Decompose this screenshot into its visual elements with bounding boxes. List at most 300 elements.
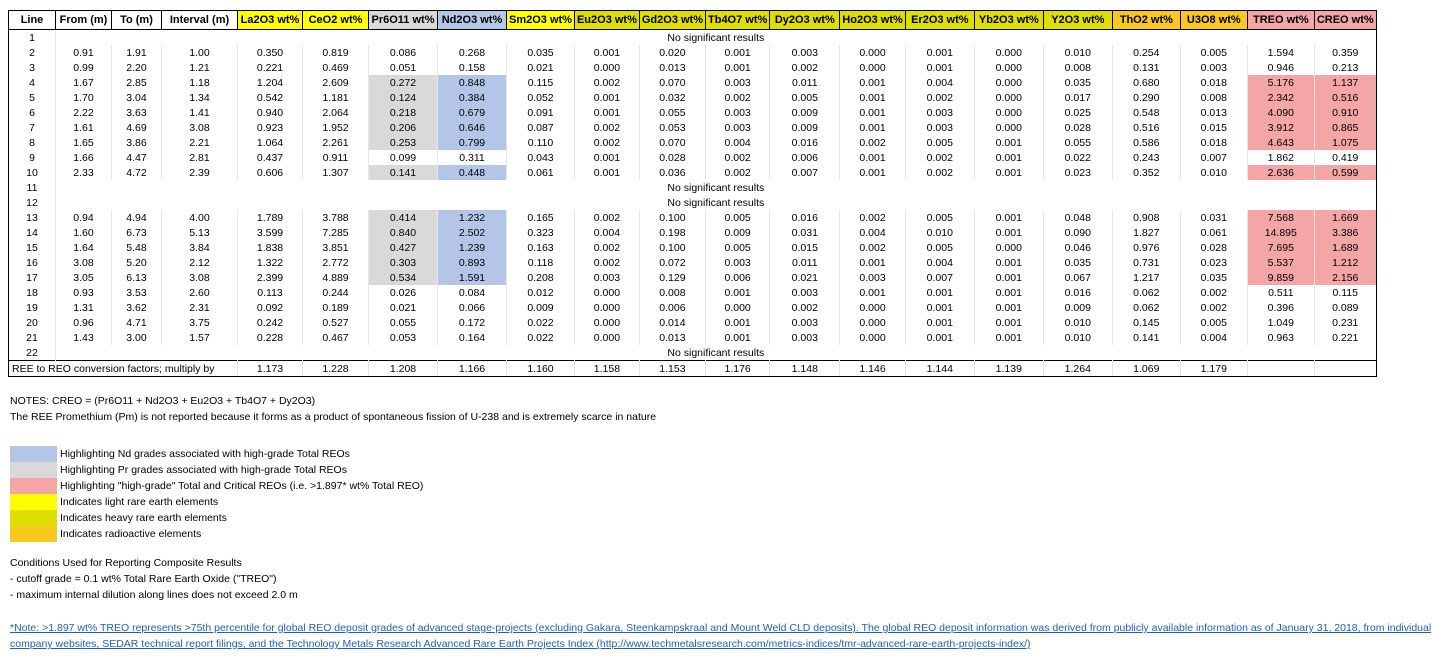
value-cell: 0.001 (706, 45, 770, 60)
table-row (9, 150, 1377, 165)
value-cell: 2.22 (56, 105, 112, 120)
value-cell: 0.046 (1043, 240, 1112, 255)
value-cell: 0.061 (507, 165, 575, 180)
value-cell: 1.669 (1314, 210, 1376, 225)
value-cell: 0.021 (507, 60, 575, 75)
value-cell: 0.001 (840, 105, 906, 120)
promethium-note: The REE Promethium (Pm) is not reported because it forms as a product of spontaneous fission of U-238 and is extremely scarce in nature (10, 411, 657, 423)
value-cell: 0.002 (706, 90, 770, 105)
column-header: Dy2O3 wt% (770, 11, 840, 30)
value-cell: 3.08 (162, 270, 238, 285)
value-cell: 0.000 (974, 90, 1043, 105)
column-header: CREO wt% (1314, 11, 1376, 30)
line-cell: 18 (9, 285, 56, 300)
value-cell: 0.003 (905, 120, 974, 135)
value-cell: 0.001 (706, 315, 770, 330)
table-row (9, 195, 1377, 210)
value-cell: 0.414 (369, 210, 438, 225)
value-cell: 0.91 (56, 45, 112, 60)
value-cell: 0.003 (706, 255, 770, 270)
value-cell: 7.285 (303, 225, 369, 240)
value-cell: 0.206 (369, 120, 438, 135)
value-cell: 0.819 (303, 45, 369, 60)
value-cell: 0.516 (1314, 90, 1376, 105)
value-cell: 7.568 (1247, 210, 1314, 225)
value-cell: 0.013 (1180, 105, 1247, 120)
value-cell: 0.000 (974, 105, 1043, 120)
value-cell: 1.827 (1112, 225, 1180, 240)
value-cell: 0.026 (369, 285, 438, 300)
value-cell: 3.912 (1247, 120, 1314, 135)
value-cell: 0.141 (1112, 330, 1180, 345)
value-cell: 0.052 (507, 90, 575, 105)
value-cell: 0.092 (238, 300, 303, 315)
table-row (9, 300, 1377, 315)
value-cell: 0.006 (770, 150, 840, 165)
column-header: Eu2O3 wt% (574, 11, 639, 30)
conversion-factor-cell: 1.146 (840, 361, 906, 377)
value-cell: 0.000 (840, 60, 906, 75)
value-cell: 0.272 (369, 75, 438, 90)
value-cell: 0.008 (1180, 90, 1247, 105)
value-cell: 0.001 (840, 90, 906, 105)
value-cell: 0.000 (574, 315, 639, 330)
table-row (9, 75, 1377, 90)
value-cell: 2.12 (162, 255, 238, 270)
value-cell: 4.72 (112, 165, 162, 180)
value-cell: 1.789 (238, 210, 303, 225)
value-cell: 0.005 (706, 240, 770, 255)
value-cell: 0.213 (1314, 60, 1376, 75)
value-cell: 0.303 (369, 255, 438, 270)
line-cell: 19 (9, 300, 56, 315)
value-cell: 1.31 (56, 300, 112, 315)
column-header: Nd2O3 wt% (438, 11, 507, 30)
value-cell: 0.003 (770, 285, 840, 300)
value-cell: 0.001 (905, 315, 974, 330)
value-cell: 0.002 (905, 90, 974, 105)
value-cell: 0.680 (1112, 75, 1180, 90)
value-cell: 0.000 (974, 120, 1043, 135)
value-cell: 3.04 (112, 90, 162, 105)
value-cell: 0.012 (507, 285, 575, 300)
value-cell: 0.010 (1043, 45, 1112, 60)
value-cell: 0.115 (1314, 285, 1376, 300)
legend-item (10, 462, 423, 478)
value-cell: 0.001 (974, 255, 1043, 270)
table-row (9, 135, 1377, 150)
value-cell: 0.228 (238, 330, 303, 345)
value-cell: 0.164 (438, 330, 507, 345)
value-cell: 0.007 (905, 270, 974, 285)
legend-item (10, 494, 423, 510)
value-cell: 3.63 (112, 105, 162, 120)
value-cell: 1.689 (1314, 240, 1376, 255)
value-cell: 0.001 (974, 270, 1043, 285)
value-cell: 0.067 (1043, 270, 1112, 285)
value-cell: 2.502 (438, 225, 507, 240)
value-cell: 0.865 (1314, 120, 1376, 135)
value-cell: 0.005 (905, 240, 974, 255)
conversion-factor-cell: 1.069 (1112, 361, 1180, 377)
value-cell: 0.003 (574, 270, 639, 285)
value-cell: 0.028 (1043, 120, 1112, 135)
value-cell: 3.386 (1314, 225, 1376, 240)
value-cell: 0.001 (905, 45, 974, 60)
value-cell: 0.055 (639, 105, 705, 120)
value-cell: 0.165 (507, 210, 575, 225)
value-cell: 0.000 (840, 45, 906, 60)
table-row (9, 285, 1377, 300)
legend-label: Indicates heavy rare earth elements (60, 512, 227, 524)
value-cell: 6.13 (112, 270, 162, 285)
value-cell: 0.131 (1112, 60, 1180, 75)
value-cell: 0.036 (639, 165, 705, 180)
value-cell: 0.010 (905, 225, 974, 240)
value-cell: 0.290 (1112, 90, 1180, 105)
value-cell: 0.099 (369, 150, 438, 165)
value-cell: 0.000 (574, 300, 639, 315)
composite-results-table (8, 10, 1377, 377)
value-cell: 1.91 (112, 45, 162, 60)
conversion-factor-cell: 1.144 (905, 361, 974, 377)
conversion-factors-label: REE to REO conversion factors; multiply by (9, 361, 238, 377)
value-cell: 1.61 (56, 120, 112, 135)
value-cell: 0.848 (438, 75, 507, 90)
value-cell: 0.009 (706, 225, 770, 240)
value-cell: 0.002 (574, 255, 639, 270)
line-cell: 6 (9, 105, 56, 120)
value-cell: 0.548 (1112, 105, 1180, 120)
conditions-title: Conditions Used for Reporting Composite Results (10, 557, 242, 569)
value-cell: 0.893 (438, 255, 507, 270)
value-cell: 0.396 (1247, 300, 1314, 315)
line-cell: 15 (9, 240, 56, 255)
value-cell: 0.005 (770, 90, 840, 105)
conversion-factor-cell: 1.158 (574, 361, 639, 377)
value-cell: 14.895 (1247, 225, 1314, 240)
value-cell: 0.061 (1180, 225, 1247, 240)
value-cell: 0.015 (770, 240, 840, 255)
value-cell: 0.016 (770, 135, 840, 150)
creo-note: NOTES: CREO = (Pr6O11 + Nd2O3 + Eu2O3 + Tb4O7 + Dy2O3) (10, 395, 316, 407)
footnote-link[interactable]: *Note: >1.897 wt% TREO represents >75th percentile for global REO deposit grades of advanced stage-projects (excluding Gakara, Steenkampskraal and Mount Weld CLD deposits). The global REO deposit information was derived from publicly available information as of January 31, 2018, from individual company websites, SEDAR technical report filings, and the Technology Metals Research Advanced Rare Earth Projects Index (http://www.techmetalsresearch.com/metrics-indices/tmr-advanced-rare-earth-projects-index/) (10, 622, 1432, 650)
table-row (9, 240, 1377, 255)
value-cell: 0.004 (1180, 330, 1247, 345)
value-cell: 1.65 (56, 135, 112, 150)
value-cell: 0.646 (438, 120, 507, 135)
legend-label: Highlighting Pr grades associated with high-grade Total REOs (60, 464, 347, 476)
value-cell: 0.799 (438, 135, 507, 150)
value-cell: 3.62 (112, 300, 162, 315)
value-cell: 0.009 (1043, 300, 1112, 315)
value-cell: 0.002 (706, 150, 770, 165)
value-cell: 0.001 (974, 300, 1043, 315)
value-cell: 0.359 (1314, 45, 1376, 60)
value-cell: 3.53 (112, 285, 162, 300)
table-row (9, 105, 1377, 120)
legend-swatch (10, 446, 57, 462)
value-cell: 0.244 (303, 285, 369, 300)
value-cell: 1.204 (238, 75, 303, 90)
value-cell: 0.000 (840, 300, 906, 315)
legend-swatch (10, 462, 57, 478)
value-cell: 0.005 (905, 210, 974, 225)
value-cell: 5.20 (112, 255, 162, 270)
value-cell: 3.788 (303, 210, 369, 225)
value-cell: 4.71 (112, 315, 162, 330)
value-cell: 2.60 (162, 285, 238, 300)
value-cell: 0.014 (639, 315, 705, 330)
value-cell: 2.609 (303, 75, 369, 90)
value-cell: 0.003 (770, 330, 840, 345)
value-cell: 0.009 (770, 120, 840, 135)
table-row (9, 45, 1377, 60)
value-cell: 0.427 (369, 240, 438, 255)
value-cell: 4.889 (303, 270, 369, 285)
column-header: TREO wt% (1247, 11, 1314, 30)
value-cell: 0.001 (840, 120, 906, 135)
legend-label: Highlighting "high-grade" Total and Critical REOs (i.e. >1.897* wt% Total REO) (60, 480, 424, 492)
value-cell: 1.181 (303, 90, 369, 105)
column-header: Yb2O3 wt% (974, 11, 1043, 30)
value-cell: 5.176 (1247, 75, 1314, 90)
value-cell: 0.003 (840, 270, 906, 285)
legend-label: Indicates radioactive elements (60, 528, 202, 540)
value-cell: 0.001 (974, 135, 1043, 150)
value-cell: 0.007 (770, 165, 840, 180)
value-cell: 0.586 (1112, 135, 1180, 150)
value-cell: 0.189 (303, 300, 369, 315)
value-cell: 0.000 (706, 300, 770, 315)
value-cell: 3.86 (112, 135, 162, 150)
value-cell: 0.018 (1180, 135, 1247, 150)
value-cell: 0.100 (639, 210, 705, 225)
value-cell: 0.002 (840, 210, 906, 225)
value-cell: 0.115 (507, 75, 575, 90)
table-row (9, 315, 1377, 330)
value-cell: 0.243 (1112, 150, 1180, 165)
table-row (9, 255, 1377, 270)
value-cell: 0.013 (639, 330, 705, 345)
legend-swatch (10, 494, 57, 510)
value-cell: 0.001 (840, 150, 906, 165)
legend-item (10, 446, 423, 462)
column-header: Tb4O7 wt% (706, 11, 770, 30)
value-cell: 2.31 (162, 300, 238, 315)
legend-label: Highlighting Nd grades associated with high-grade Total REOs (60, 448, 350, 460)
value-cell: 0.087 (507, 120, 575, 135)
value-cell: 0.023 (1043, 165, 1112, 180)
value-cell: 5.537 (1247, 255, 1314, 270)
value-cell: 0.001 (574, 150, 639, 165)
value-cell: 0.005 (1180, 45, 1247, 60)
value-cell: 0.002 (706, 165, 770, 180)
value-cell: 0.035 (1043, 255, 1112, 270)
value-cell: 1.862 (1247, 150, 1314, 165)
line-cell: 10 (9, 165, 56, 180)
value-cell: 0.516 (1112, 120, 1180, 135)
table-row (9, 345, 1377, 361)
value-cell: 0.006 (706, 270, 770, 285)
conversion-factor-cell: 1.166 (438, 361, 507, 377)
value-cell: 0.001 (840, 255, 906, 270)
value-cell: 0.013 (639, 60, 705, 75)
value-cell: 0.599 (1314, 165, 1376, 180)
value-cell: 0.091 (507, 105, 575, 120)
value-cell: 2.636 (1247, 165, 1314, 180)
value-cell: 0.018 (1180, 75, 1247, 90)
legend-item (10, 526, 423, 542)
value-cell: 0.005 (1180, 315, 1247, 330)
value-cell: 0.001 (974, 165, 1043, 180)
value-cell: 0.467 (303, 330, 369, 345)
value-cell: 1.41 (162, 105, 238, 120)
value-cell: 0.008 (1043, 60, 1112, 75)
value-cell: 0.448 (438, 165, 507, 180)
value-cell: 0.031 (1180, 210, 1247, 225)
value-cell: 0.066 (438, 300, 507, 315)
legend (10, 446, 423, 542)
value-cell: 0.028 (639, 150, 705, 165)
value-cell: 0.001 (905, 60, 974, 75)
line-cell: 20 (9, 315, 56, 330)
value-cell: 0.003 (706, 120, 770, 135)
value-cell: 1.21 (162, 60, 238, 75)
value-cell: 0.000 (974, 240, 1043, 255)
value-cell: 0.129 (639, 270, 705, 285)
value-cell: 0.055 (369, 315, 438, 330)
value-cell: 0.004 (840, 225, 906, 240)
value-cell: 0.055 (1043, 135, 1112, 150)
line-cell: 7 (9, 120, 56, 135)
value-cell: 0.419 (1314, 150, 1376, 165)
value-cell: 0.004 (706, 135, 770, 150)
value-cell: 1.66 (56, 150, 112, 165)
value-cell: 3.00 (112, 330, 162, 345)
value-cell: 0.910 (1314, 105, 1376, 120)
legend-item (10, 478, 423, 494)
value-cell: 0.003 (706, 75, 770, 90)
table-header-row (9, 11, 1377, 30)
value-cell: 0.003 (1180, 60, 1247, 75)
column-header: Y2O3 wt% (1043, 11, 1112, 30)
legend-swatch (10, 478, 57, 494)
value-cell: 0.003 (770, 45, 840, 60)
value-cell: 0.923 (238, 120, 303, 135)
column-header: CeO2 wt% (303, 11, 369, 30)
value-cell: 0.940 (238, 105, 303, 120)
value-cell: 2.81 (162, 150, 238, 165)
line-cell: 16 (9, 255, 56, 270)
column-header: Pr6O11 wt% (369, 11, 438, 30)
value-cell: 0.963 (1247, 330, 1314, 345)
value-cell: 3.08 (162, 120, 238, 135)
value-cell: 2.156 (1314, 270, 1376, 285)
line-cell: 14 (9, 225, 56, 240)
value-cell: 0.001 (574, 105, 639, 120)
value-cell: 0.231 (1314, 315, 1376, 330)
value-cell: 0.009 (770, 105, 840, 120)
value-cell: 0.163 (507, 240, 575, 255)
value-cell: 1.00 (162, 45, 238, 60)
line-cell: 21 (9, 330, 56, 345)
column-header: Interval (m) (162, 11, 238, 30)
value-cell: 0.021 (369, 300, 438, 315)
conditions-section (10, 555, 298, 603)
value-cell: 0.000 (574, 60, 639, 75)
value-cell: 1.307 (303, 165, 369, 180)
value-cell: 0.032 (639, 90, 705, 105)
table-body (9, 30, 1377, 377)
value-cell: 0.011 (770, 75, 840, 90)
value-cell: 3.08 (56, 255, 112, 270)
value-cell: 0.911 (303, 150, 369, 165)
value-cell: 3.84 (162, 240, 238, 255)
value-cell: 0.005 (706, 210, 770, 225)
value-cell: 0.221 (1314, 330, 1376, 345)
value-cell: 2.342 (1247, 90, 1314, 105)
value-cell: 2.399 (238, 270, 303, 285)
value-cell: 0.000 (840, 330, 906, 345)
value-cell: 0.323 (507, 225, 575, 240)
column-header: Line (9, 11, 56, 30)
value-cell: 0.002 (574, 210, 639, 225)
value-cell: 0.090 (1043, 225, 1112, 240)
value-cell: 2.39 (162, 165, 238, 180)
value-cell: 0.062 (1112, 285, 1180, 300)
value-cell: 3.75 (162, 315, 238, 330)
value-cell: 0.002 (1180, 285, 1247, 300)
line-cell: 11 (9, 180, 56, 195)
value-cell: 7.695 (1247, 240, 1314, 255)
column-header: Gd2O3 wt% (639, 11, 705, 30)
value-cell: 0.022 (507, 315, 575, 330)
conversion-factor-cell: 1.153 (639, 361, 705, 377)
value-cell: 1.67 (56, 75, 112, 90)
value-cell: 0.035 (1043, 75, 1112, 90)
legend-swatch (10, 526, 57, 542)
column-header: Er2O3 wt% (905, 11, 974, 30)
value-cell: 0.035 (507, 45, 575, 60)
value-cell: 1.60 (56, 225, 112, 240)
value-cell: 0.99 (56, 60, 112, 75)
value-cell: 0.001 (574, 165, 639, 180)
value-cell: 0.000 (974, 60, 1043, 75)
value-cell: 0.001 (840, 165, 906, 180)
value-cell: 3.599 (238, 225, 303, 240)
table-row (9, 30, 1377, 46)
line-cell: 9 (9, 150, 56, 165)
value-cell: 0.007 (1180, 150, 1247, 165)
value-cell: 1.18 (162, 75, 238, 90)
value-cell: 0.009 (507, 300, 575, 315)
value-cell: 0.384 (438, 90, 507, 105)
value-cell: 3.05 (56, 270, 112, 285)
value-cell: 1.322 (238, 255, 303, 270)
no-results-cell: No significant results (56, 30, 1377, 46)
value-cell: 0.043 (507, 150, 575, 165)
legend-label: Indicates light rare earth elements (60, 496, 219, 508)
value-cell: 1.64 (56, 240, 112, 255)
value-cell: 0.001 (574, 90, 639, 105)
value-cell: 0.008 (639, 285, 705, 300)
value-cell: 2.261 (303, 135, 369, 150)
value-cell: 0.000 (574, 330, 639, 345)
value-cell: 0.352 (1112, 165, 1180, 180)
value-cell: 1.70 (56, 90, 112, 105)
line-cell: 22 (9, 345, 56, 361)
